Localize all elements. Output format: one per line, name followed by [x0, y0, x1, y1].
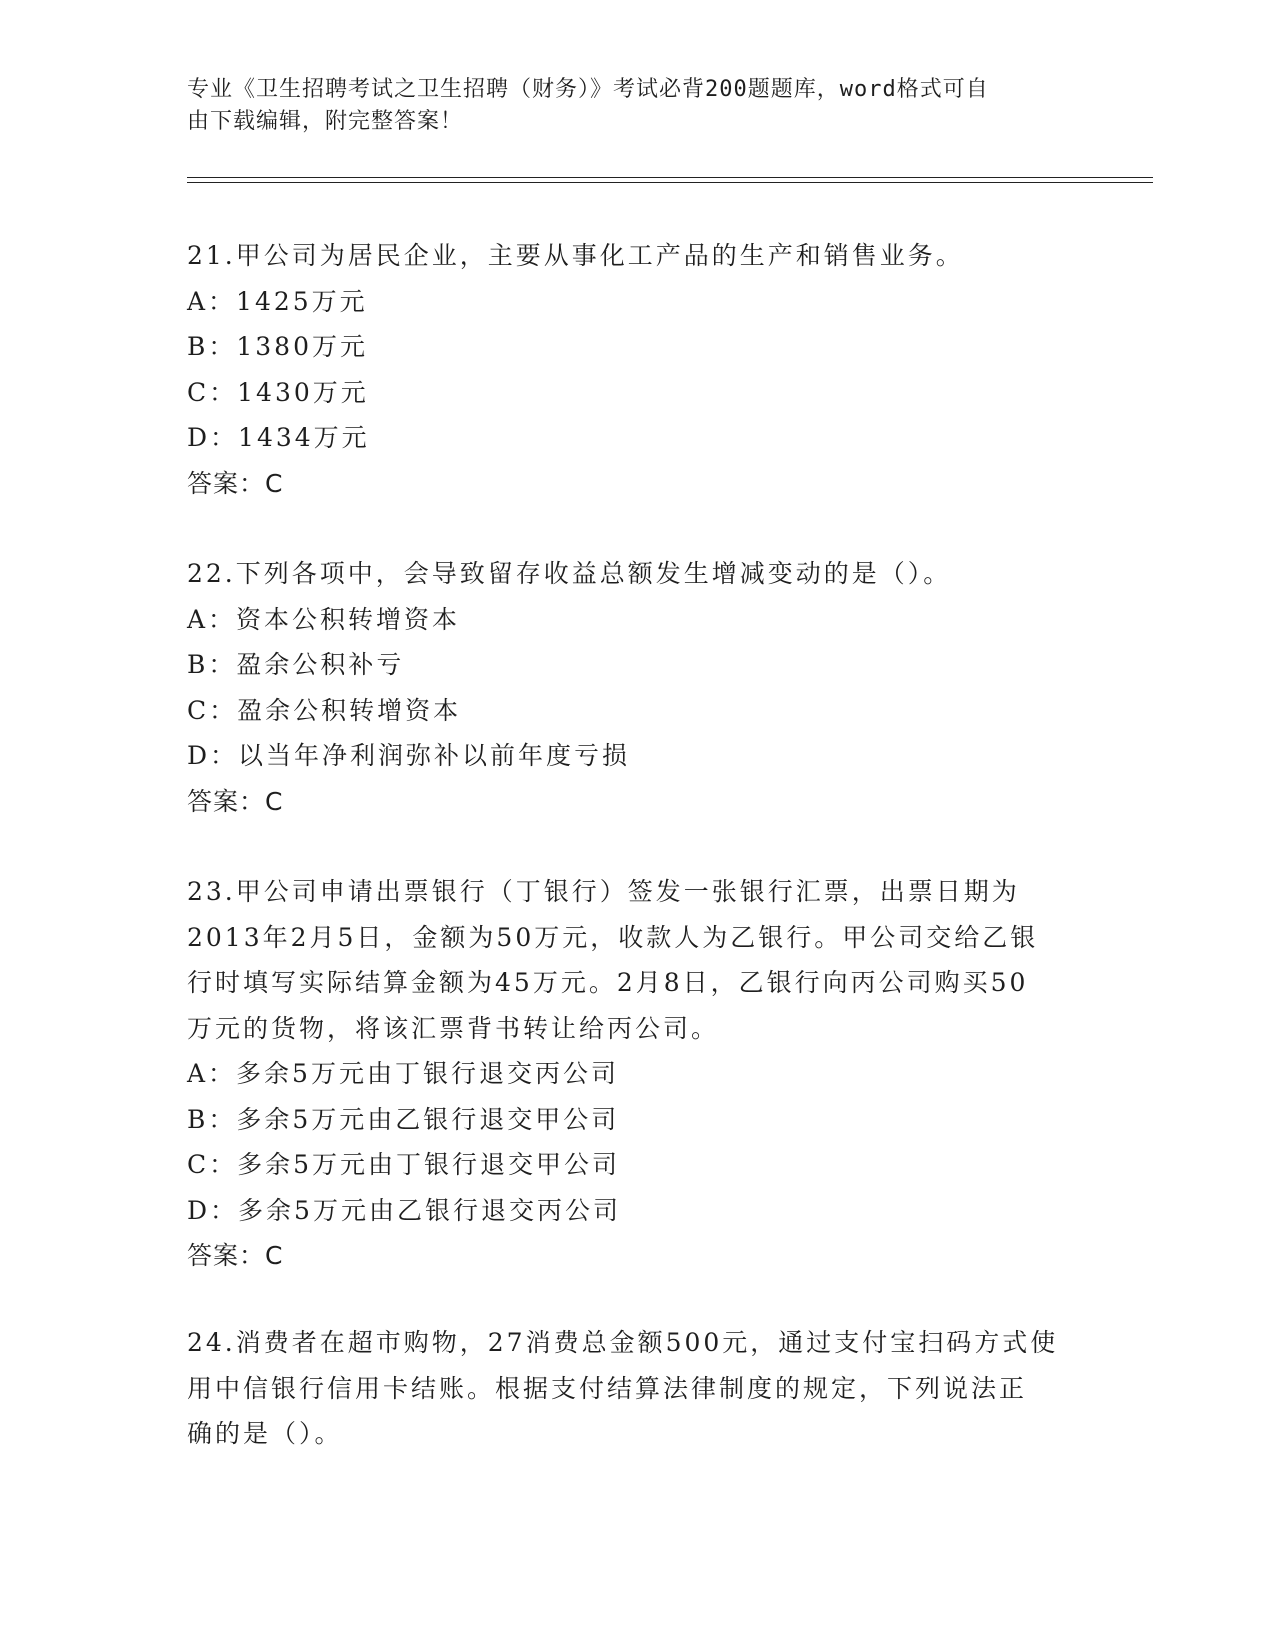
answer: 答案：C: [187, 786, 284, 816]
option-a: A：资本公积转增资本: [187, 604, 461, 634]
option-c: C：盈余公积转增资本: [187, 695, 462, 725]
question-stem-line-1: 23.甲公司申请出票银行（丁银行）签发一张银行汇票，出票日期为: [187, 877, 1020, 906]
option-d: D：多余5万元由乙银行退交丙公司: [187, 1195, 621, 1225]
document-header: [187, 74, 1067, 138]
question-23: [187, 869, 1087, 1279]
option-b: B：盈余公积补亏: [187, 650, 405, 679]
option-a: A：多余5万元由丁银行退交丙公司: [187, 1059, 619, 1088]
question-stem-line-1: 24.消费者在超市购物，27消费总金额500元，通过支付宝扫码方式使: [187, 1328, 1059, 1357]
header-divider-top: [187, 177, 1153, 178]
question-stem-line-3: 确的是（）。: [187, 1419, 343, 1448]
answer: 答案：C: [187, 1241, 284, 1270]
question-stem-line-2: 用中信银行信用卡结账。根据支付结算法律制度的规定，下列说法正: [187, 1373, 1028, 1403]
option-c: C：1430万元: [187, 377, 369, 407]
header-divider-bottom: [187, 182, 1153, 183]
question-21: [187, 233, 1087, 506]
question-22: [187, 551, 1087, 824]
question-stem-line-2: 2013年2月5日，金额为50万元，收款人为乙银行。甲公司交给乙银: [187, 922, 1039, 952]
answer: 答案：C: [187, 468, 284, 498]
question-stem: 21.甲公司为居民企业，主要从事化工产品的生产和销售业务。: [187, 241, 964, 270]
option-d: D：1434万元: [187, 423, 370, 452]
header-line-2: 由下载编辑，附完整答案！: [187, 109, 464, 134]
option-b: B：多余5万元由乙银行退交甲公司: [187, 1104, 620, 1134]
question-24: [187, 1320, 1087, 1457]
option-b: B：1380万元: [187, 332, 368, 361]
question-stem: 22.下列各项中，会导致留存收益总额发生增减变动的是（）。: [187, 559, 952, 588]
option-d: D：以当年净利润弥补以前年度亏损: [187, 741, 631, 770]
question-stem-line-3: 行时填写实际结算金额为45万元。2月8日，乙银行向丙公司购买50: [187, 968, 1029, 997]
question-stem-line-4: 万元的货物，将该汇票背书转让给丙公司。: [187, 1013, 720, 1043]
option-c: C：多余5万元由丁银行退交甲公司: [187, 1150, 621, 1179]
option-a: A：1425万元: [187, 286, 368, 316]
header-line-1: 专业《卫生招聘考试之卫生招聘（财务）》考试必背200题题库，word格式可自: [187, 77, 989, 102]
